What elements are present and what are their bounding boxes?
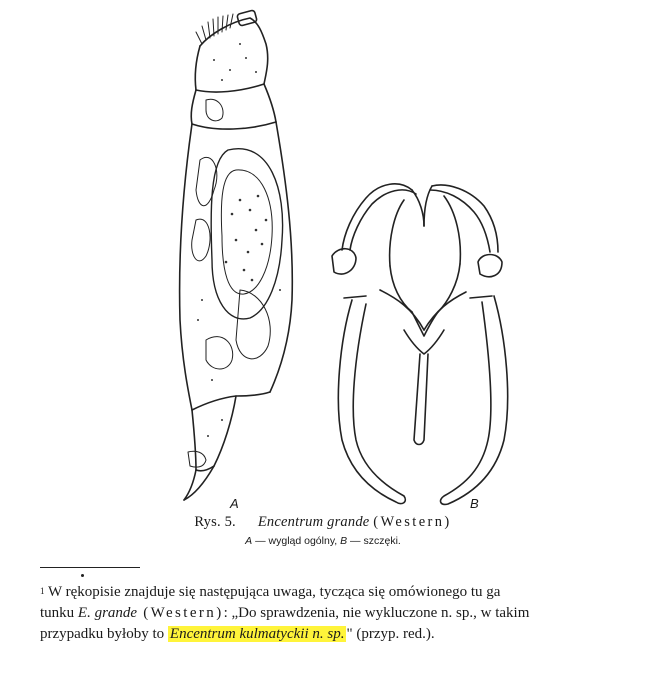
footnote-dot (81, 574, 84, 577)
panel-a-letter: A (230, 496, 239, 511)
subcaption-a-text: — wygląd ogólny, (252, 535, 341, 547)
rotifer-body-drawing (180, 10, 293, 500)
figure-subcaption (0, 535, 646, 547)
caption-author: (Western) (373, 514, 452, 530)
subcaption-b-letter: B (340, 535, 348, 547)
footnote-line1-text: W rękopisie znajduje się następująca uwaga, tycząca się omówionego tu ga (44, 584, 501, 600)
footnote-line3-start: przypadku byłoby to (40, 626, 168, 642)
footnote-line3-end: (przyp. red.). (352, 626, 435, 642)
caption-label: Rys. 5. (194, 514, 236, 530)
subcaption-a-letter: A (245, 535, 253, 547)
footnote-line2-start: tunku (40, 605, 78, 621)
figure-caption (0, 514, 646, 531)
footnote-line3-quote: " (346, 626, 353, 642)
footnote-line-2 (40, 603, 640, 624)
trophi-drawing (332, 184, 508, 505)
footnote-line2-author: (Western) (137, 605, 224, 621)
highlighted-species-name: Encentrum kulmatyckii n. sp. (169, 626, 345, 642)
subcaption-b-text: — szczęki. (347, 535, 401, 547)
footnote-line-3 (40, 624, 640, 645)
footnote-line2-species: E. grande (77, 605, 138, 621)
caption-species: Encentrum grande (257, 514, 370, 530)
footnote-divider (40, 567, 140, 568)
footnote (40, 582, 640, 645)
footnote-line2-end: : „Do sprawdzenia, nie wykluczone n. sp., w takim (223, 605, 530, 621)
panel-b-letter: B (470, 496, 479, 511)
footnote-marker: 1 (40, 586, 45, 596)
footnote-line-1 (40, 582, 640, 603)
